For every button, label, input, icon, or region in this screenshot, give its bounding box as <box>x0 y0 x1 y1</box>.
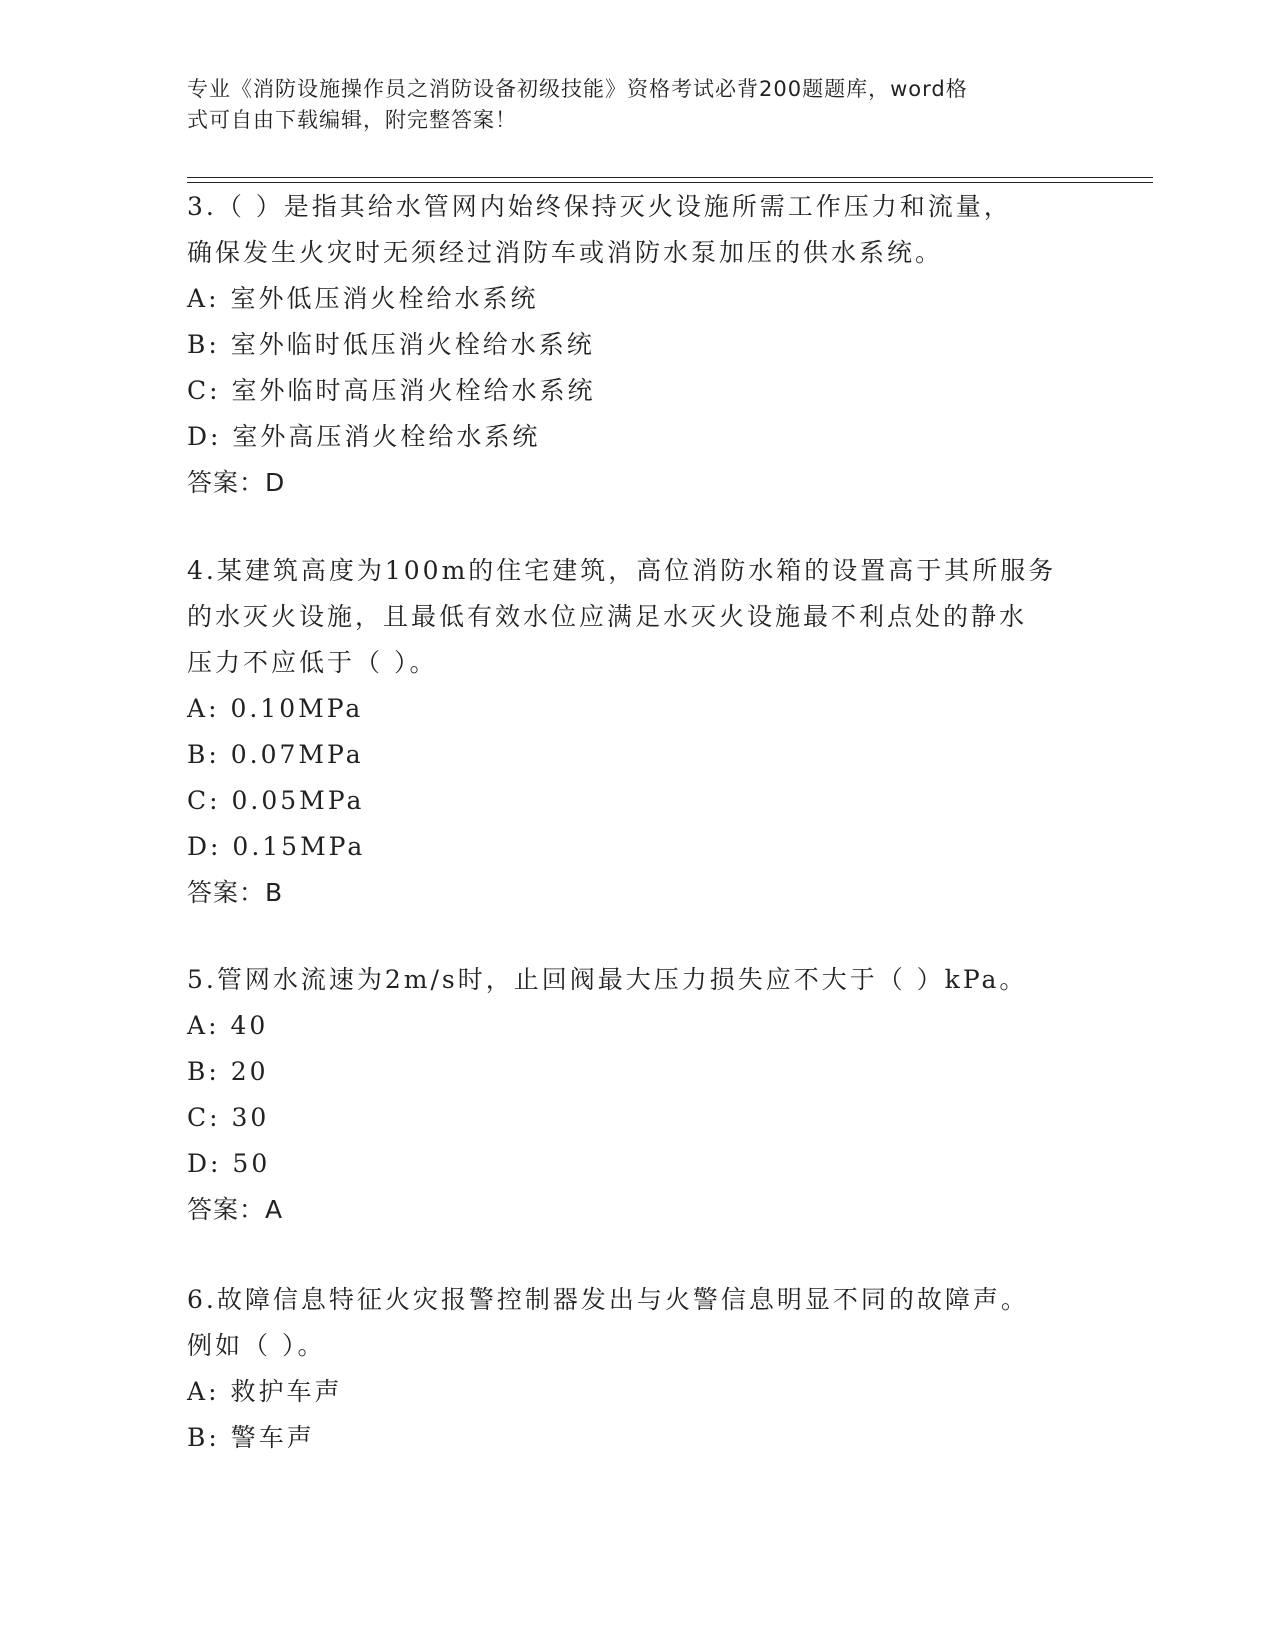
option-key: D <box>187 832 211 861</box>
option-key: D <box>187 422 211 451</box>
header-divider-top <box>187 177 1153 178</box>
option-b <box>187 1415 1087 1461</box>
option-text: 30 <box>231 1103 270 1132</box>
option-d <box>187 824 1087 870</box>
option-a <box>187 1003 1087 1049</box>
option-text: 0.07MPa <box>230 740 364 769</box>
option-text: 50 <box>232 1149 271 1178</box>
question-stem-line: 6.故障信息特征火灾报警控制器发出与火警信息明显不同的故障声。 <box>187 1285 1029 1314</box>
option-b <box>187 1049 1087 1095</box>
question-4 <box>187 548 1087 916</box>
option-text: 救护车声 <box>230 1377 343 1406</box>
question-stem-line: 的水灭火设施，且最低有效水位应满足水灭火设施最不利点处的静水 <box>187 602 1028 631</box>
option-key: B <box>187 1057 209 1086</box>
header-line-2: 式可自由下载编辑，附完整答案！ <box>187 108 517 132</box>
question-stem-line: 例如（ ）。 <box>187 1331 326 1360</box>
answer-line: 答案：D <box>187 468 286 497</box>
question-6 <box>187 1277 1087 1461</box>
option-text: 警车声 <box>230 1423 315 1452</box>
option-c <box>187 1095 1087 1141</box>
option-separator: : <box>208 740 231 769</box>
option-text: 20 <box>230 1057 269 1086</box>
option-separator: : <box>210 422 233 451</box>
question-stem-line: 压力不应低于（ ）。 <box>187 648 438 677</box>
option-c <box>187 778 1087 824</box>
option-key: C <box>187 376 210 405</box>
option-a <box>187 1369 1087 1415</box>
option-separator: : <box>209 1103 232 1132</box>
option-separator: : <box>209 376 232 405</box>
answer-line: 答案：A <box>187 1195 284 1224</box>
option-separator: : <box>208 1377 231 1406</box>
question-stem-line: 5.管网水流速为2m/s时，止回阀最大压力损失应不大于（ ）kPa。 <box>187 965 1028 994</box>
option-key: A <box>187 694 209 723</box>
option-text: 室外高压消火栓给水系统 <box>232 422 541 451</box>
option-separator: : <box>208 694 231 723</box>
header-line-1: 专业《消防设施操作员之消防设备初级技能》资格考试必背200题题库，word格 <box>187 77 968 101</box>
option-a <box>187 276 1087 322</box>
option-key: C <box>187 786 210 815</box>
question-stem-line: 4.某建筑高度为100m的住宅建筑，高位消防水箱的设置高于其所服务 <box>187 556 1057 585</box>
option-c <box>187 368 1087 414</box>
option-key: B <box>187 1423 209 1452</box>
question-3 <box>187 184 1087 506</box>
option-text: 室外临时高压消火栓给水系统 <box>231 376 596 405</box>
question-stem-line: 3.（ ）是指其给水管网内始终保持灭火设施所需工作压力和流量， <box>187 192 1012 221</box>
question-5 <box>187 957 1087 1233</box>
option-key: B <box>187 330 209 359</box>
option-key: C <box>187 1103 210 1132</box>
option-key: D <box>187 1149 211 1178</box>
option-separator: : <box>210 1149 233 1178</box>
option-a <box>187 686 1087 732</box>
option-b <box>187 732 1087 778</box>
option-separator: : <box>208 1057 231 1086</box>
option-text: 0.15MPa <box>232 832 366 861</box>
option-separator: : <box>210 832 233 861</box>
option-key: A <box>187 1011 209 1040</box>
answer-line: 答案：B <box>187 878 284 907</box>
header-divider-bottom <box>187 182 1153 183</box>
option-text: 40 <box>230 1011 269 1040</box>
option-separator: : <box>208 284 231 313</box>
option-text: 0.10MPa <box>230 694 364 723</box>
option-d <box>187 414 1087 460</box>
option-separator: : <box>208 330 231 359</box>
option-separator: : <box>208 1423 231 1452</box>
option-separator: : <box>208 1011 231 1040</box>
option-separator: : <box>209 786 232 815</box>
option-key: A <box>187 284 209 313</box>
option-text: 0.05MPa <box>231 786 365 815</box>
option-key: A <box>187 1377 209 1406</box>
option-b <box>187 322 1087 368</box>
option-key: B <box>187 740 209 769</box>
option-text: 室外低压消火栓给水系统 <box>230 284 539 313</box>
question-stem-line: 确保发生火灾时无须经过消防车或消防水泵加压的供水系统。 <box>187 238 944 267</box>
option-text: 室外临时低压消火栓给水系统 <box>230 330 595 359</box>
document-header <box>187 74 1087 136</box>
option-d <box>187 1141 1087 1187</box>
